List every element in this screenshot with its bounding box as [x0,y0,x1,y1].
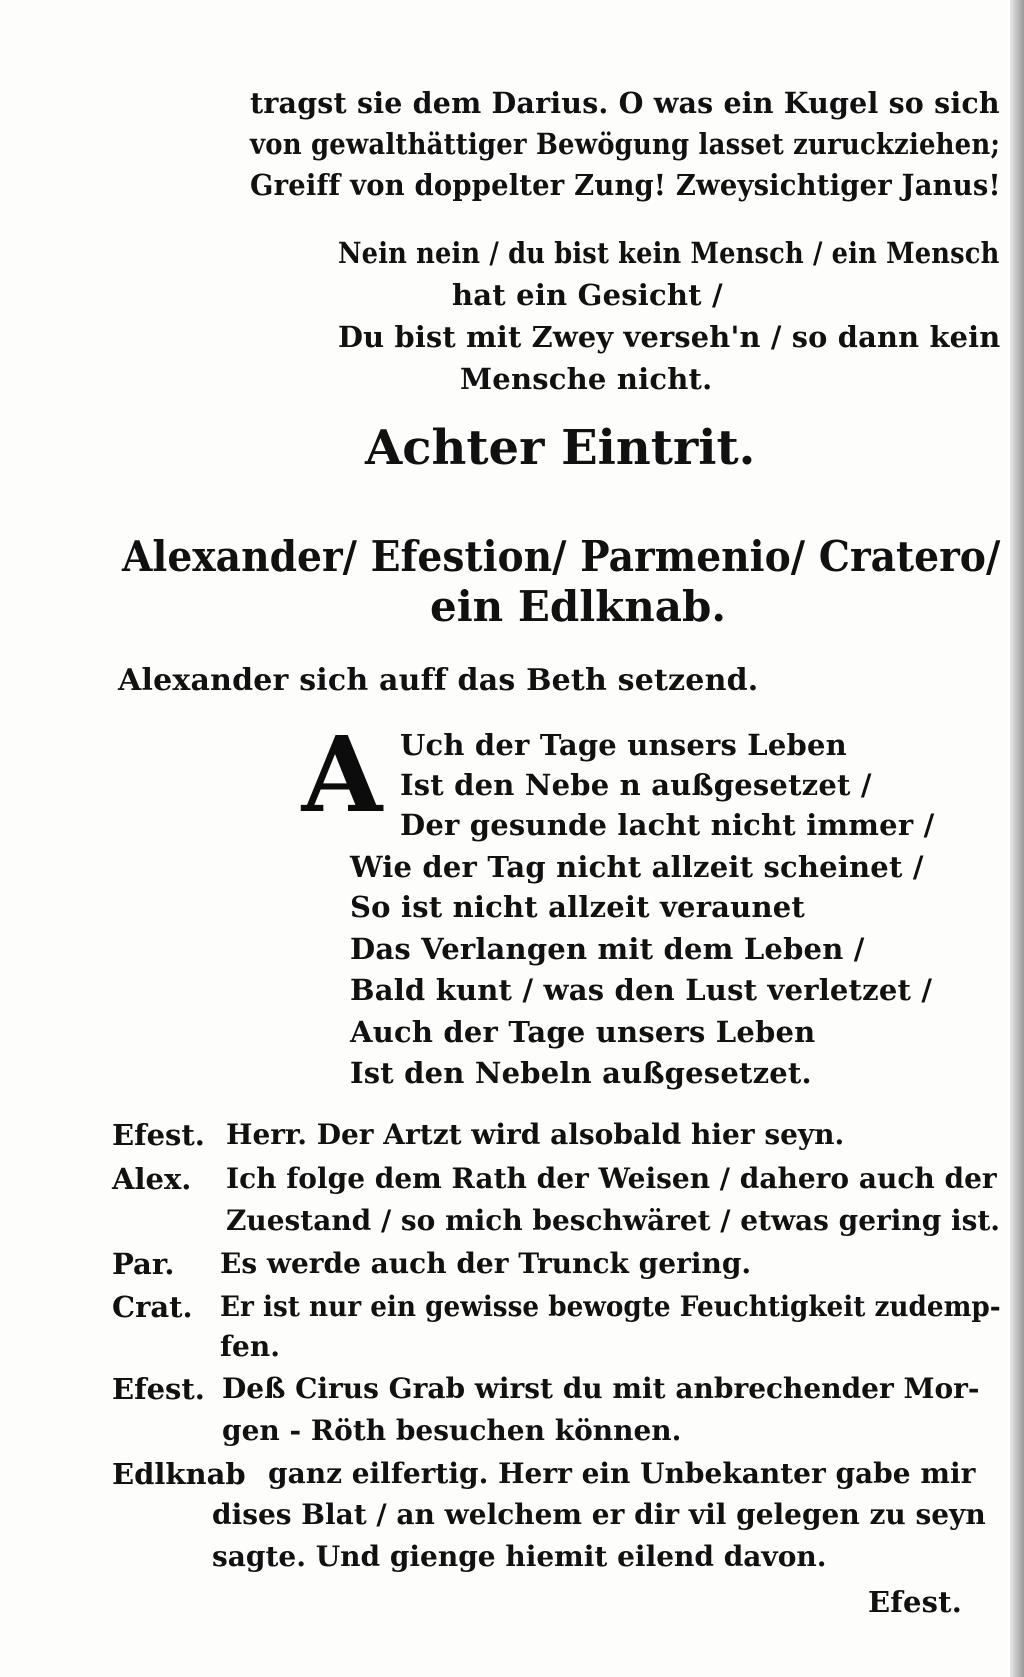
dialogue-text: fen. [220,1330,280,1363]
dialogue-text: Zuestand / so mich beschwäret / etwas gering ist. [226,1204,1001,1237]
speaker-name: Efest. [112,1118,205,1152]
poem-line: Der gesunde lacht nicht immer / [400,808,935,842]
prologue-line: Greiff von doppelter Zung! Zweysichtiger Janus! [250,168,1001,202]
poem-line: Das Verlangen mit dem Leben / [350,932,865,966]
stage-direction: Alexander sich auff das Beth setzend. [118,663,759,698]
act-title: Achter Eintrit. [365,420,756,476]
verse-line: Mensche nicht. [460,362,713,396]
dialogue-text: Es werde auch der Trunck gering. [220,1247,752,1280]
dialogue-text: ganz eilfertig. Herr ein Unbekanter gabe mir [268,1457,976,1490]
prologue-line: tragst sie dem Darius. O was ein Kugel so sich [250,86,1000,120]
decorated-initial-icon: A [301,713,383,836]
cast-list-line: ein Edlknab. [430,582,727,631]
poem-line: Uch der Tage unsers Leben [400,728,847,762]
poem-line: Ist den Nebe n außgesetzet / [400,768,872,802]
verse-line: hat ein Gesicht / [452,278,723,312]
dialogue-text: gen - Röth besuchen können. [222,1414,682,1447]
dialogue-text: Er ist nur ein gewisse bewogte Feuchtigkeit zudemp- [220,1290,1001,1323]
speaker-name: Alex. [112,1162,192,1196]
speaker-name: Edlknab [112,1457,246,1491]
poem-line: So ist nicht allzeit veraunet [350,890,805,924]
catchword: Efest. [868,1585,963,1619]
dialogue-text: dises Blat / an welchem er dir vil gelegen zu seyn [212,1498,986,1531]
poem-line: Auch der Tage unsers Leben [350,1015,816,1049]
dialogue-text: sagte. Und gienge hiemit eilend davon. [212,1540,827,1573]
poem-line: Ist den Nebeln außgesetzet. [350,1056,812,1090]
poem-line: Bald kunt / was den Lust verletzet / [350,973,933,1007]
speaker-name: Par. [112,1247,175,1281]
page-edge-shadow [1010,0,1024,1677]
prologue-line: von gewalthättiger Bewögung lasset zuruckziehen; [250,127,1001,161]
dialogue-text: Deß Cirus Grab wirst du mit anbrechender Mor- [222,1372,980,1405]
verse-line: Nein nein / du bist kein Mensch / ein Mensch [338,236,1000,270]
dialogue-text: Ich folge dem Rath der Weisen / dahero auch der [226,1162,997,1195]
poem-line: Wie der Tag nicht allzeit scheinet / [350,850,924,884]
speaker-name: Efest. [112,1372,205,1406]
dialogue-text: Herr. Der Artzt wird alsobald hier seyn. [226,1118,845,1151]
speaker-name: Crat. [112,1290,193,1324]
cast-list-line: Alexander/ Efestion/ Parmenio/ Cratero/ [122,532,1001,581]
verse-line: Du bist mit Zwey verseh'n / so dann kein [338,320,1001,354]
